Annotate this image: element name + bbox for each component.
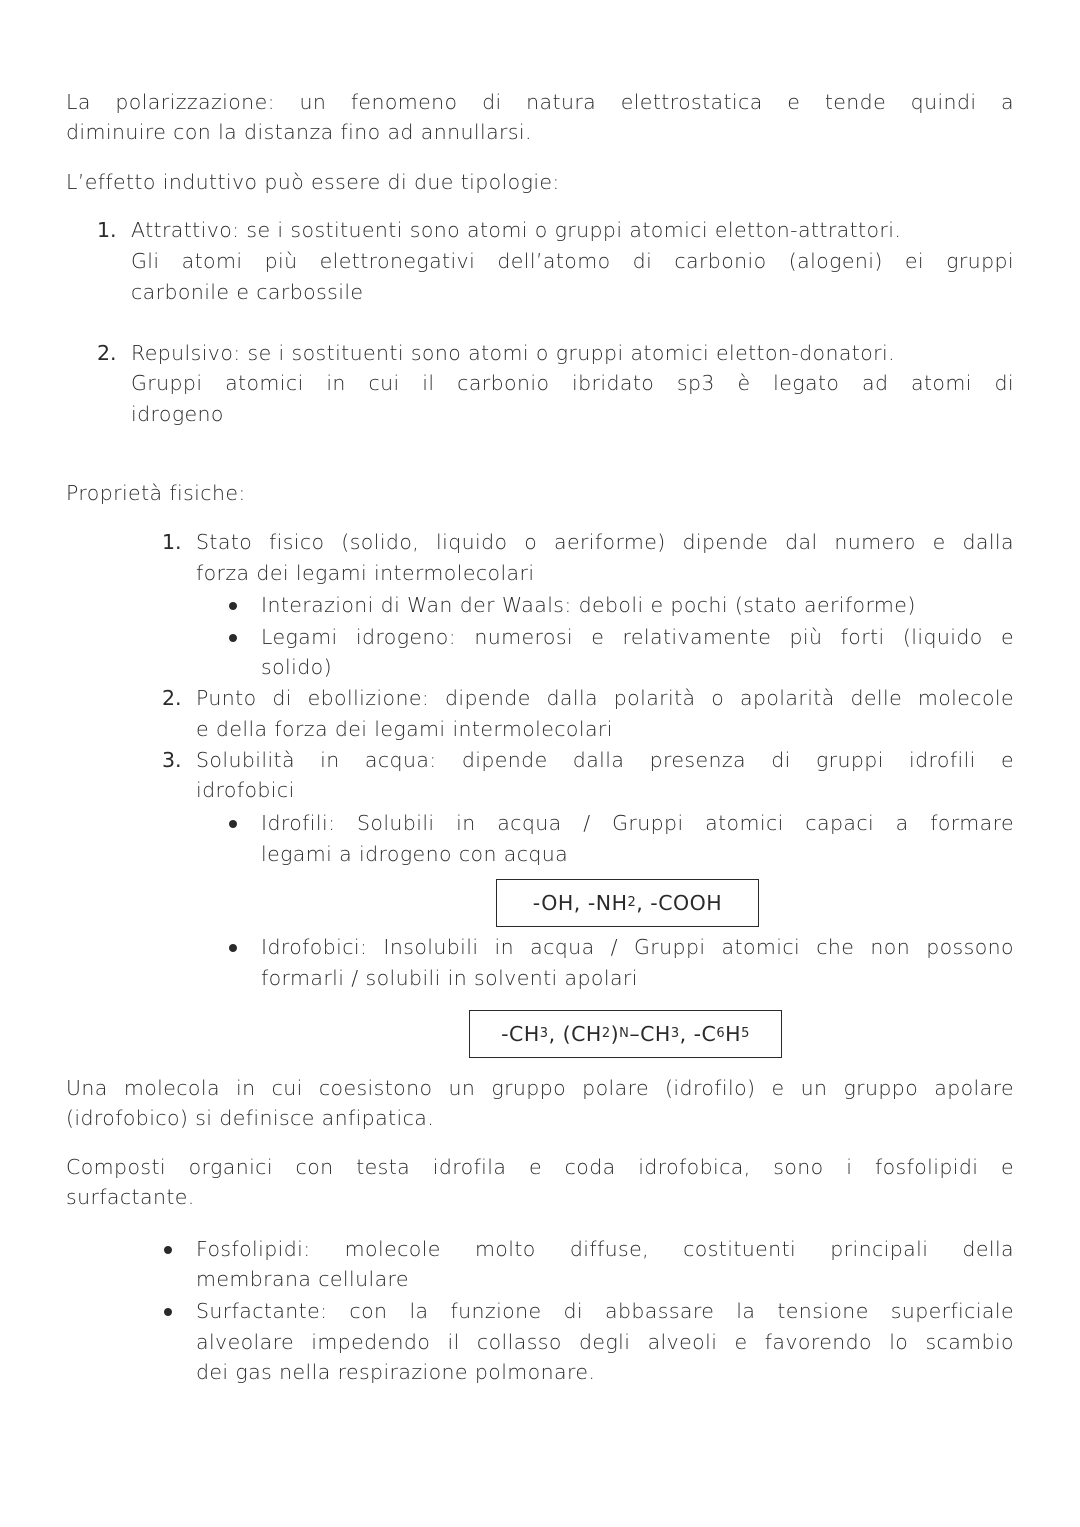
- inductive-item-2-line-2: Gruppi atomici in cui il carbonio ibridato sp3 è legato ad atomi di: [131, 371, 1014, 395]
- compounds-bullet-1-line-1: Fosfolipidi: molecole molto diffuse, costituenti principali della: [196, 1237, 1014, 1261]
- physical-item-1-bullet-1: Interazioni di Wan der Waals: deboli e pochi (stato aeriforme): [261, 593, 916, 617]
- hydrophobic-groups-box: -CH 3 , (CH 2 ) N –CH 3 , -C 6 H 5: [469, 1010, 782, 1058]
- physical-item-1-bullet-2-line-1: Legami idrogeno: numerosi e relativamente più forti (liquido e: [261, 625, 1014, 649]
- compounds-bullet-1-line-2: membrana cellulare: [196, 1267, 409, 1291]
- hydrophilic-groups-box: -OH, -NH 2 , -COOH: [496, 879, 759, 927]
- physical-item-1-bullet-2-line-2: solido): [261, 655, 332, 679]
- inductive-item-2-line-3: idrogeno: [131, 402, 224, 426]
- intro-line-2: diminuire con la distanza fino ad annullarsi.: [66, 120, 532, 144]
- physical-item-3-number: 3.: [162, 748, 182, 772]
- physical-item-3-bullet-2-line-2: formarli / solubili in solventi apolari: [261, 966, 638, 990]
- inductive-heading: L’effetto induttivo può essere di due tipologie:: [66, 170, 560, 194]
- physical-item-2-line-2: e della forza dei legami intermolecolari: [196, 717, 613, 741]
- physical-item-3-bullet-1-line-2: legami a idrogeno con acqua: [261, 842, 569, 866]
- intro-line-1: La polarizzazione: un fenomeno di natura elettrostatica e tende quindi a: [66, 90, 1014, 114]
- inductive-item-1-line-3: carbonile e carbossile: [131, 280, 364, 304]
- formula-text: -OH, -NH: [532, 891, 628, 915]
- inductive-item-1-number: 1.: [97, 218, 117, 242]
- inductive-item-2-line-1: Repulsivo: se i sostituenti sono atomi o gruppi atomici eletton-donatori.: [131, 341, 896, 365]
- physical-item-2-line-1: Punto di ebollizione: dipende dalla polarità o apolarità delle molecole: [196, 686, 1014, 710]
- bullet-dot: [164, 1308, 172, 1316]
- bullet-dot: [229, 820, 237, 828]
- formula-text: -CH: [501, 1022, 540, 1046]
- formula-text: , -C: [679, 1022, 717, 1046]
- amphipathic-line-2: (idrofobico) si definisce anfipatica.: [66, 1106, 435, 1130]
- compounds-bullet-2-line-3: dei gas nella respirazione polmonare.: [196, 1360, 596, 1384]
- physical-item-1-number: 1.: [162, 530, 182, 554]
- bullet-dot: [229, 602, 237, 610]
- bullet-dot: [229, 944, 237, 952]
- physical-item-3-bullet-1-line-1: Idrofili: Solubili in acqua / Gruppi atomici capaci a formare: [261, 811, 1014, 835]
- formula-text: H: [725, 1022, 742, 1046]
- inductive-item-1-line-2: Gli atomi più elettronegativi dell’atomo di carbonio (alogeni) ei gruppi: [131, 249, 1014, 273]
- physical-item-3-bullet-2-line-1: Idrofobici: Insolubili in acqua / Gruppi atomici che non possono: [261, 935, 1014, 959]
- compounds-bullet-2-line-2: alveolare impedendo il collasso degli alveoli e favorendo lo scambio: [196, 1330, 1014, 1354]
- amphipathic-line-1: Una molecola in cui coesistono un gruppo polare (idrofilo) e un gruppo apolare: [66, 1076, 1014, 1100]
- formula-text: ): [610, 1022, 620, 1046]
- formula-text: , -COOH: [636, 891, 723, 915]
- physical-heading: Proprietà fisiche:: [66, 481, 246, 505]
- inductive-item-1-line-1: Attrattivo: se i sostituenti sono atomi o gruppi atomici eletton-attrattori.: [131, 218, 902, 242]
- bullet-dot: [229, 634, 237, 642]
- bullet-dot: [164, 1246, 172, 1254]
- compounds-bullet-2-line-1: Surfactante: con la funzione di abbassare la tensione superficiale: [196, 1299, 1014, 1323]
- physical-item-1-line-2: forza dei legami intermolecolari: [196, 561, 535, 585]
- physical-item-2-number: 2.: [162, 686, 182, 710]
- formula-text: , (CH: [548, 1022, 602, 1046]
- physical-item-1-line-1: Stato fisico (solido, liquido o aeriforme) dipende dal numero e dalla: [196, 530, 1014, 554]
- compounds-line-1: Composti organici con testa idrofila e coda idrofobica, sono i fosfolipidi e: [66, 1155, 1014, 1179]
- inductive-item-2-number: 2.: [97, 341, 117, 365]
- formula-text: –CH: [629, 1022, 671, 1046]
- physical-item-3-line-2: idrofobici: [196, 778, 295, 802]
- physical-item-3-line-1: Solubilità in acqua: dipende dalla presenza di gruppi idrofili e: [196, 748, 1014, 772]
- compounds-line-2: surfactante.: [66, 1185, 195, 1209]
